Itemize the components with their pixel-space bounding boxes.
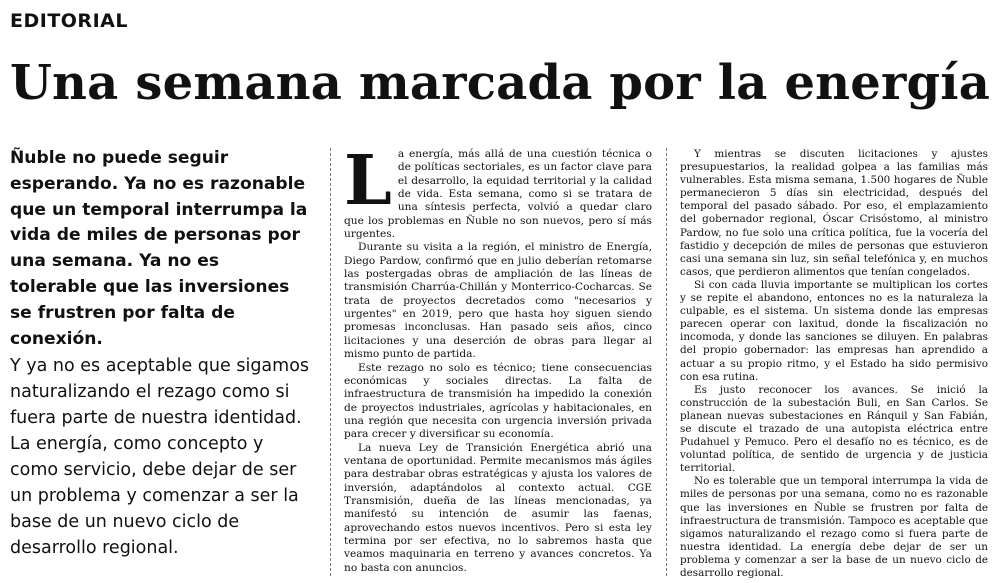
headline: Una semana marcada por la energía xyxy=(10,55,991,111)
paragraph-5: Y mientras se discuten licitaciones y ajustes presupuestarios, la realidad golpea a las familias más vulnerables. Esta misma semana, 1.500 hogares de Ñuble permanecieron 5 días sin electricidad, después del temporal del pasado sábado. Por eso, el emplazamiento del gobernador regional, Óscar Crisóstomo, al ministro Pardow, no fue solo una crítica política, fue la vocería del fastidio y decepción de miles de personas que estuvieron casi una semana sin luz, sin señal telefónica y, en muchos casos, que perdieron alimentos que tenían congelados. xyxy=(680,148,988,278)
paragraph-1: a energía, más allá de una cuestión técnica o de políticas sectoriales, es un factor clave para el desarrollo, la equidad territorial y la calidad de vida. Esta semana, como si se tratara de una síntesis perfecta, volvió a quedar claro que los problemas en Ñuble no son nuevos, pero sí más urgentes. xyxy=(344,148,652,241)
lead-bold-text: Ñuble no puede seguir esperando. Ya no es razonable que un temporal interrumpa la vida de miles de personas por una semana. Ya no es tolerable que las inversiones se frustren por falta de conexión. xyxy=(10,148,308,349)
paragraph-4: La nueva Ley de Transición Energética abrió una ventana de oportunidad. Permite mecanismos más ágiles para destrabar obras estratégicas y ajusta los valores de inversión, adaptándolos al contexto actual. CGE Transmisión, dueña de las líneas mencionadas, ya manifestó su intención de asumir las faenas, aprovechando estos nuevos incentivos. Pero si esta ley termina por ser efectiva, no lo sabremos hasta que veamos maquinaria en terreno y avances concretos. Ya no basta con anuncios. xyxy=(344,441,652,574)
drop-cap: L xyxy=(344,141,392,221)
column-divider-right xyxy=(666,148,667,576)
paragraph-7: Es justo reconocer los avances. Se inició la construcción de la subestación Buli, en San Carlos. Se planean nuevas subestaciones en Ránquil y San Fabián, se discute el trazado de una autopista eléctrica entre Pudahuel y Pemuco. Pero el desafío no es técnico, es de voluntad política, de sentido de urgencia y de justicia territorial. xyxy=(680,383,988,475)
lead-regular-text: Y ya no es aceptable que sigamos naturalizando el rezago como si fuera parte de nuestra identidad. La energía, como concepto y como servicio, debe dejar de ser un problema y comenzar a ser la base de un nuevo ciclo de desarrollo regional. xyxy=(10,356,310,559)
body-column-right xyxy=(680,148,988,580)
section-label: EDITORIAL xyxy=(10,10,128,32)
paragraph-8: No es tolerable que un temporal interrumpa la vida de miles de personas por una semana, como no es razonable que las inversiones en Ñuble se frustren por falta de infraestructura de transmisión. Tampoco es aceptable que sigamos naturalizando el rezago como si fuera parte de nuestra identidad. La energía debe dejar de ser un problema y comenzar a ser la base de un nuevo ciclo de desarrollo regional. xyxy=(680,475,988,579)
column-divider-left xyxy=(330,148,331,576)
lead-summary xyxy=(10,146,310,561)
paragraph-3: Este rezago no solo es técnico; tiene consecuencias económicas y sociales directas. La falta de infraestructura de transmisión ha impedido la conexión de proyectos industriales, agrícolas y habitacionales, en una región que necesita con urgencia inversión privada para crecer y diversificar su economía. xyxy=(344,361,652,441)
paragraph-6: Si con cada lluvia importante se multiplican los cortes y se repite el abandono, entonces no es la naturaleza la culpable, es el sistema. Un sistema donde las empresas parecen operar con laxitud, donde la fiscalización no incomoda, y donde las sanciones se diluyen. En palabras del propio gobernador: las empresas han aprendido a actuar a su propio ritmo, y el Estado ha sido permisivo con esa rutina. xyxy=(680,278,988,383)
body-column-middle xyxy=(344,141,652,575)
paragraph-2: Durante su visita a la región, el ministro de Energía, Diego Pardow, confirmó que en julio deberían retomarse las postergadas obras de ampliación de las líneas de transmisión Charrúa-Chillán y Monterrico-Cocharcas. Se trata de proyectos decretados como "necesarios y urgentes" en 2019, pero que hasta hoy siguen siendo promesas inconclusas. Han pasado seis años, cinco licitaciones y una deserción de obras para llegar al mismo punto de partida. xyxy=(344,241,652,361)
